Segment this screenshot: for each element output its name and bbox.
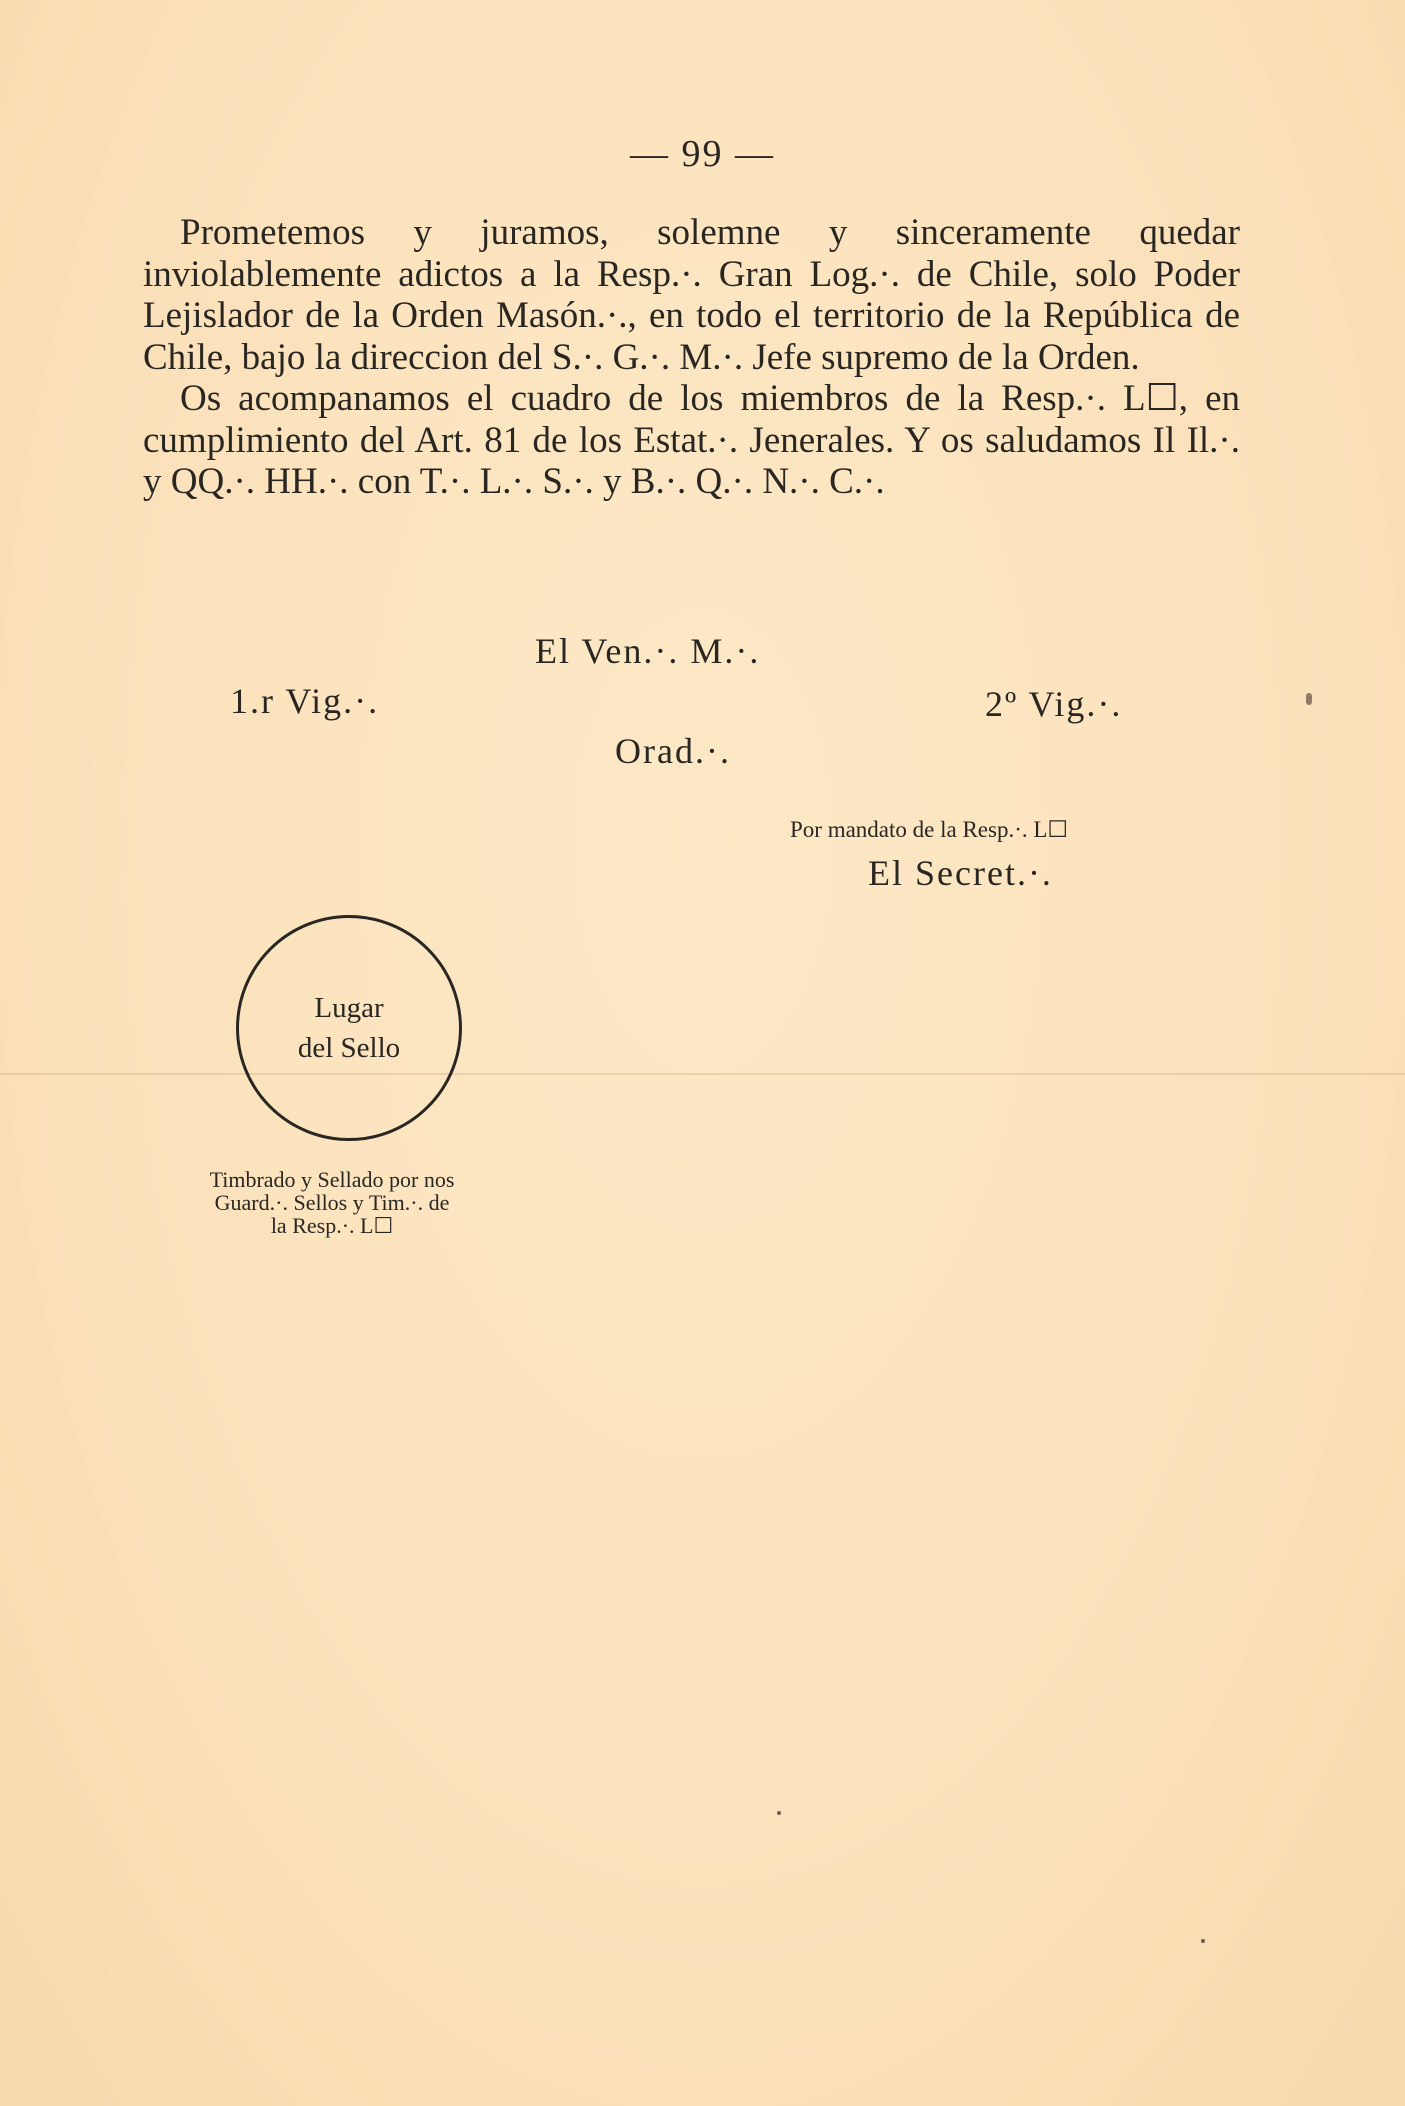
signature-second-warden: 2º Vig.·. — [985, 684, 1123, 724]
paragraph-oath: Prometemos y juramos, solemne y sinceramente quedar inviolablemente adictos a la Resp.·. Gran Log.·. de Chile, solo Poder Lejislador de la Orden Masón.·., en todo el territorio de la República de Chile, bajo la direccion del S.·. G.·. M.·. Jefe supremo de la Orden. — [143, 212, 1240, 378]
page-number: — 99 — — [630, 133, 775, 175]
paper-speck — [1201, 1939, 1205, 1943]
paragraph-greeting: Os acompanamos el cuadro de los miembros de la Resp.·. L☐, en cumplimiento del Art. 81 de los Estat.·. Jenerales. Y os saludamos Il Il.·. y QQ.·. HH.·. con T.·. L.·. S.·. y B.·. Q.·. N.·. C.·. — [143, 378, 1240, 502]
signature-first-warden: 1.r Vig.·. — [230, 681, 380, 721]
mandate-line: Por mandato de la Resp.·. L☐ — [790, 817, 1069, 842]
seal-text — [239, 988, 459, 1068]
paper-speck — [777, 1811, 781, 1815]
stamp-note-line-3: la Resp.·. L☐ — [270, 1213, 394, 1238]
signature-secretary: El Secret.·. — [868, 853, 1053, 893]
paper-speck — [1306, 693, 1312, 705]
signature-venerable-master: El Ven.·. M.·. — [535, 631, 761, 671]
seal-placeholder-circle — [236, 915, 462, 1141]
paper-fold-line — [0, 1073, 1405, 1075]
stamp-note — [136, 1168, 528, 1237]
seal-line-1: Lugar — [314, 992, 384, 1024]
body-text — [143, 212, 1240, 503]
stamp-note-line-2: Guard.·. Sellos y Tim.·. de — [214, 1190, 450, 1215]
signature-orator: Orad.·. — [615, 731, 731, 771]
stamp-note-line-1: Timbrado y Sellado por nos — [209, 1167, 455, 1192]
seal-line-2: del Sello — [297, 1032, 401, 1064]
